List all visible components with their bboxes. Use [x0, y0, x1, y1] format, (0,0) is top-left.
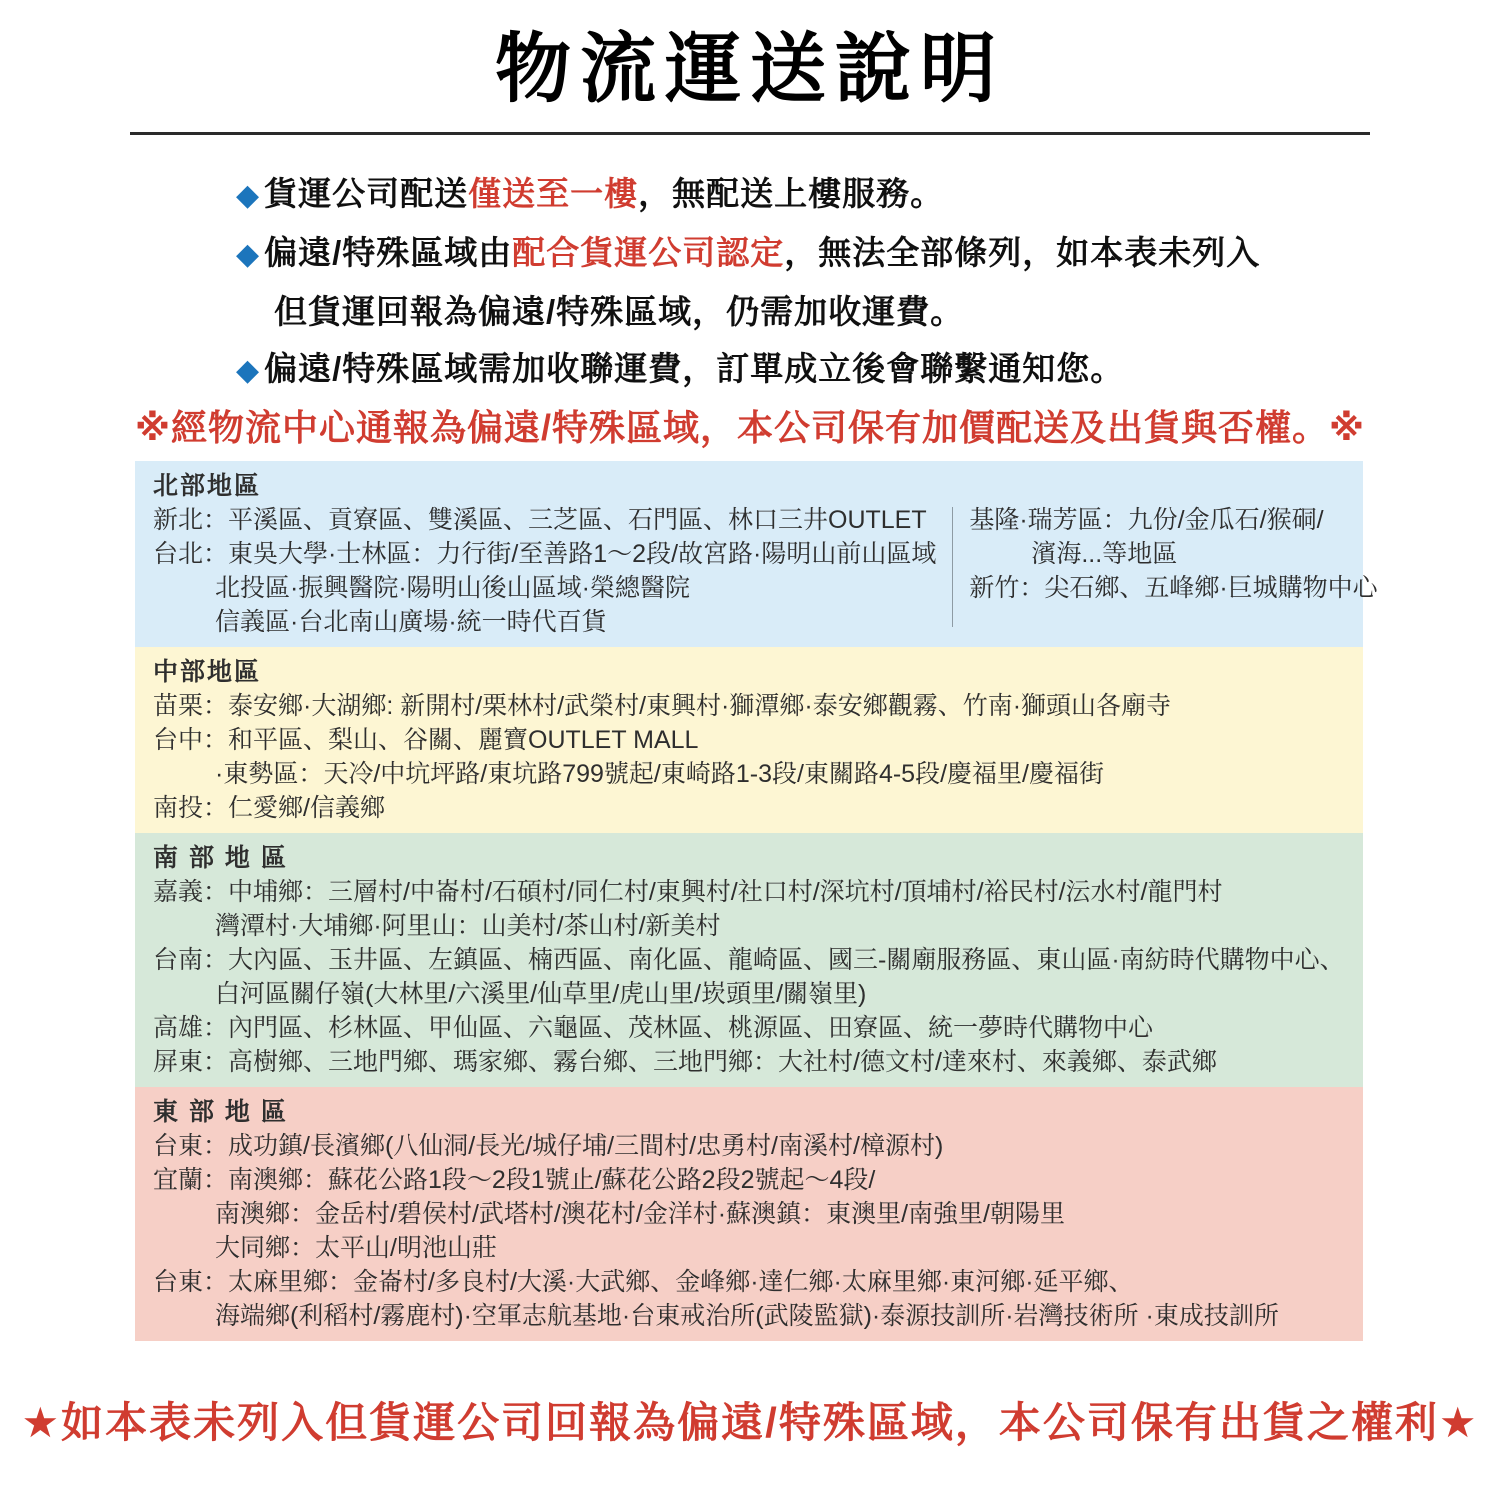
- region-line: 南澳鄉：金岳村/碧侯村/武塔村/澳花村/金洋村·蘇澳鎮：東澳里/南強里/朝陽里: [215, 1200, 1066, 1228]
- page-title: 物流運送說明: [495, 27, 1005, 112]
- region-line: 大同鄉：太平山/明池山莊: [215, 1234, 497, 1262]
- region-sections: [135, 461, 1378, 1341]
- region-line: 台北：東吳大學·士林區：力行街/至善路1～2段/故宮路·陽明山前山區域: [153, 540, 937, 568]
- diamond-bullet-icon: ◆: [236, 238, 261, 271]
- region-column: [969, 503, 1377, 639]
- region-south: [135, 833, 1363, 1087]
- column-divider: [952, 507, 953, 627]
- region-line: 宜蘭：南澳鄉：蘇花公路1段～2段1號止/蘇花公路2段2號起～4段/: [153, 1166, 876, 1194]
- region-column: [153, 689, 1345, 825]
- logistics-warning-text: ※經物流中心通報為偏遠/特殊區域，本公司保有加價配送及出貨與否權。※: [135, 407, 1365, 448]
- region-line: 北投區·振興醫院·陽明山後山區域·榮總醫院: [215, 574, 690, 602]
- region-line: 海端鄉(利稻村/霧鹿村)·空軍志航基地·台東戒治所(武陵監獄)·泰源技訓所·岩灣技術所 ·東成技訓所: [215, 1302, 1279, 1330]
- bullet-text: ，無配送上樓服務。: [638, 175, 945, 212]
- region-line: 白河區關仔嶺(大林里/六溪里/仙草里/虎山里/崁頭里/關嶺里): [215, 980, 867, 1008]
- region-column: [153, 875, 1345, 1079]
- bullet-text: 偏遠/特殊區域需加收聯運費，訂單成立後會聯繫通知您。: [264, 350, 1125, 387]
- region-line: 基隆·瑞芳區：九份/金瓜石/猴硐/: [969, 506, 1324, 534]
- region-columns: [153, 875, 1345, 1079]
- region-line: 灣潭村·大埔鄉·阿里山：山美村/茶山村/新美村: [215, 912, 721, 940]
- region-title-east: 東 部 地 區: [153, 1098, 288, 1126]
- bullet-text: 貨運公司配送: [264, 175, 469, 212]
- region-north: [135, 461, 1378, 647]
- bullet-list: [236, 165, 1500, 399]
- region-line: 高雄：內門區、杉林區、甲仙區、六龜區、茂林區、桃源區、田寮區、統一夢時代購物中心: [153, 1014, 1154, 1042]
- bullet-line: [236, 224, 1500, 283]
- region-central: [135, 647, 1363, 833]
- bullet-line: [236, 340, 1500, 399]
- region-columns: [153, 503, 1378, 639]
- bullet-line: [236, 165, 1500, 224]
- region-line: 新北：平溪區、貢寮區、雙溪區、三芝區、石門區、林口三井OUTLET: [153, 506, 927, 534]
- highlighted-text: 配合貨運公司認定: [512, 234, 785, 271]
- region-line: 屏東：高樹鄉、三地門鄉、瑪家鄉、霧台鄉、三地門鄉：大社村/德文村/達來村、來義鄉、泰武鄉: [153, 1048, 1217, 1076]
- footer-warning-text: ★如本表未列入但貨運公司回報為偏遠/特殊區域，本公司保有出貨之權利★: [21, 1399, 1479, 1446]
- region-line: 南投：仁愛鄉/信義鄉: [153, 794, 385, 822]
- region-column: [153, 1129, 1345, 1333]
- region-columns: [153, 1129, 1345, 1333]
- diamond-bullet-icon: ◆: [236, 354, 261, 387]
- region-east: [135, 1087, 1363, 1341]
- region-line: 濱海...等地區: [1031, 540, 1178, 568]
- bullet-text: 但貨運回報為偏遠/特殊區域，仍需加收運費。: [274, 293, 965, 330]
- region-line: 台南：大內區、玉井區、左鎮區、楠西區、南化區、龍崎區、國三-關廟服務區、東山區·南紡時代購物中心、: [153, 946, 1345, 974]
- region-line: 苗栗：泰安鄉·大湖鄉: 新開村/栗林村/武榮村/東興村·獅潭鄉·泰安鄉觀霧、竹南·獅頭山各廟寺: [153, 692, 1172, 720]
- region-line: 嘉義：中埔鄉：三層村/中崙村/石碩村/同仁村/東興村/社口村/深坑村/頂埔村/裕民村/沄水村/龍門村: [153, 878, 1223, 906]
- region-columns: [153, 689, 1345, 825]
- diamond-bullet-icon: ◆: [236, 179, 261, 212]
- region-line: 台東：太麻里鄉：金崙村/多良村/大溪·大武鄉、金峰鄉·達仁鄉·太麻里鄉·東河鄉·延平鄉、: [153, 1268, 1134, 1296]
- region-title-north: 北部地區: [153, 472, 262, 500]
- bullet-line: [236, 283, 1500, 340]
- title-underline: [130, 132, 1370, 135]
- region-line: 台東：成功鎮/長濱鄉(八仙洞/長光/城仔埔/三間村/忠勇村/南溪村/樟源村): [153, 1132, 944, 1160]
- bullet-text: ，無法全部條列，如本表未列入: [784, 234, 1261, 271]
- highlighted-text: 僅送至一樓: [468, 175, 639, 212]
- region-line: 信義區·台北南山廣場·統一時代百貨: [215, 608, 607, 636]
- region-column: [153, 503, 936, 639]
- region-title-central: 中部地區: [153, 658, 262, 686]
- region-title-south: 南 部 地 區: [153, 844, 288, 872]
- region-line: 台中：和平區、梨山、谷關、麗寶OUTLET MALL: [153, 726, 699, 754]
- bullet-text: 偏遠/特殊區域由: [264, 234, 513, 271]
- region-line: ·東勢區：天冷/中坑坪路/東坑路799號起/東崎路1-3段/東關路4-5段/慶福里/慶福街: [215, 760, 1104, 788]
- region-line: 新竹：尖石鄉、五峰鄉·巨城購物中心: [969, 574, 1378, 602]
